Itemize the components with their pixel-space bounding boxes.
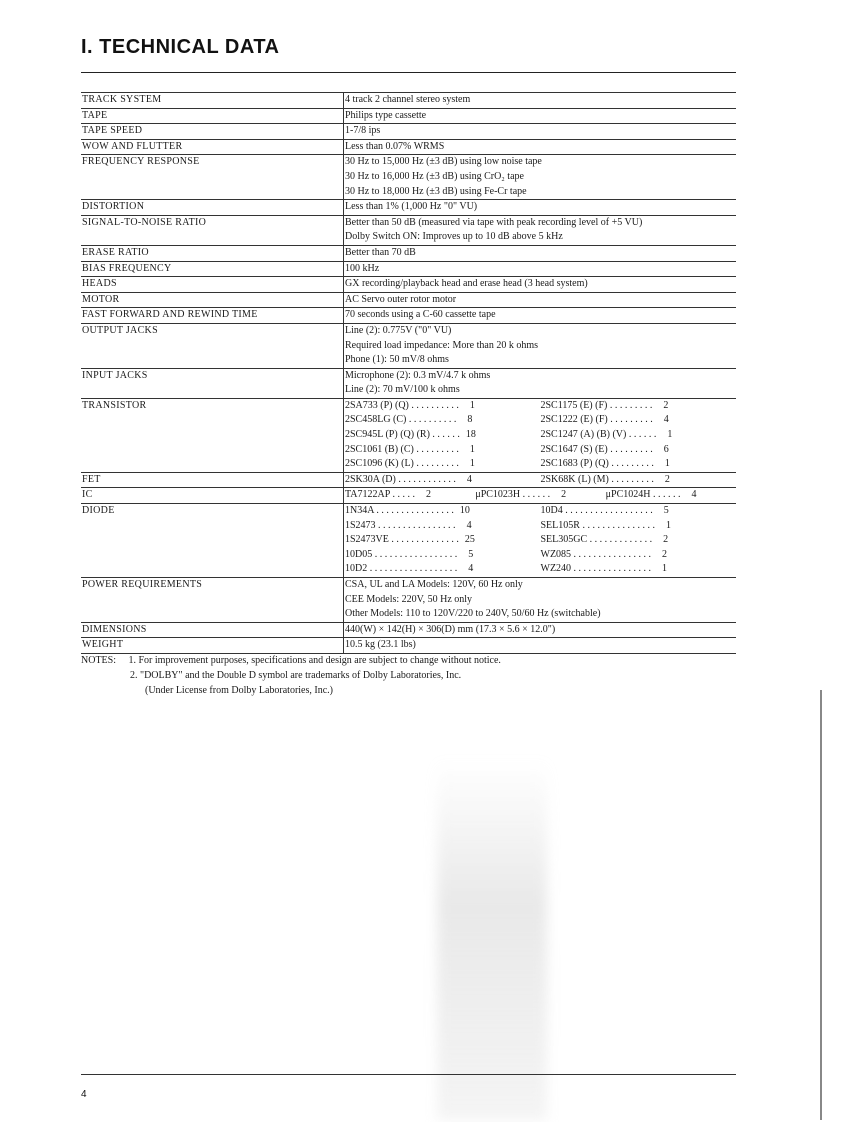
spec-value-line: 100 kHz <box>345 262 380 274</box>
spec-label: OUTPUT JACKS <box>81 324 344 368</box>
spec-value-line: Philips type cassette <box>345 109 427 121</box>
part-item <box>345 488 475 503</box>
part-name: 2SA733 (P) (Q) . . . . . . . . . . <box>345 399 459 411</box>
spec-value <box>344 308 736 323</box>
note-2-license: (Under License from Dolby Laboratories, Inc.) <box>145 685 333 696</box>
spec-row <box>81 293 736 309</box>
spec-row <box>81 140 736 156</box>
spec-value <box>344 293 736 308</box>
spec-value-line: 30 Hz to 18,000 Hz (±3 dB) using Fe-Cr tape <box>345 185 527 197</box>
spec-value-line: 70 seconds using a C-60 cassette tape <box>345 309 496 321</box>
note-1-text: 1. For improvement purposes, specifications and design are subject to change without notice. <box>128 655 501 666</box>
spec-value-line: Less than 1% (1,000 Hz "0" VU) <box>345 201 478 213</box>
spec-label: ERASE RATIO <box>81 246 344 261</box>
spec-row <box>81 200 736 216</box>
part-name: TA7122AP . . . . . <box>345 489 415 501</box>
part-qty: 18 <box>465 429 476 441</box>
part-item <box>541 519 737 534</box>
note-2: 2. "DOLBY" and the Double D symbol are trademarks of Dolby Laboratories, Inc. <box>130 670 462 681</box>
part-qty: 1 <box>667 429 673 441</box>
part-item <box>345 533 541 548</box>
spec-value-line: 10.5 kg (23.1 lbs) <box>345 639 416 651</box>
part-qty: 2 <box>662 548 668 560</box>
part-qty: 4 <box>466 519 472 531</box>
spec-value-line: Line (2): 0.775V ("0" VU) <box>345 324 452 336</box>
spec-label: BIAS FREQUENCY <box>81 262 344 277</box>
part-name: 10D05 . . . . . . . . . . . . . . . . . <box>345 548 458 560</box>
spec-value <box>344 623 736 638</box>
spec-row <box>81 324 736 369</box>
part-item <box>345 428 541 443</box>
part-qty: 8 <box>467 414 473 426</box>
spec-label: INPUT JACKS <box>81 369 344 398</box>
spec-value <box>344 473 736 488</box>
spec-label: SIGNAL-TO-NOISE RATIO <box>81 216 344 245</box>
part-qty: 5 <box>663 505 669 517</box>
part-name: 2SK68K (L) (M) . . . . . . . . . <box>540 473 654 485</box>
part-item <box>475 488 605 503</box>
part-item <box>541 399 737 414</box>
spec-value-line: Phone (1): 50 mV/8 ohms <box>345 354 449 366</box>
part-name: SEL105R . . . . . . . . . . . . . . . <box>540 519 655 531</box>
part-item <box>345 399 541 414</box>
spec-row <box>81 246 736 262</box>
part-name: WZ240 . . . . . . . . . . . . . . . . <box>540 563 652 575</box>
spec-label: FAST FORWARD AND REWIND TIME <box>81 308 344 323</box>
part-qty: 6 <box>663 443 669 455</box>
spec-label: TRANSISTOR <box>81 399 344 472</box>
spec-value <box>344 155 736 199</box>
spec-value-line: Less than 0.07% WRMS <box>345 140 445 152</box>
spec-label: DIMENSIONS <box>81 623 344 638</box>
page-title: I. TECHNICAL DATA <box>81 36 280 58</box>
part-item <box>541 457 737 472</box>
spec-value-line: 30 Hz to 15,000 Hz (±3 dB) using low noise tape <box>345 156 542 168</box>
spec-value <box>344 93 736 108</box>
spec-label: FET <box>81 473 344 488</box>
part-name: μPC1024H . . . . . . <box>605 489 681 501</box>
part-item <box>541 473 737 488</box>
part-name: 2SK30A (D) . . . . . . . . . . . . <box>345 473 456 485</box>
part-qty: 4 <box>468 563 474 575</box>
spec-value-line: Required load impedance: More than 20 k ohms <box>345 339 539 351</box>
parts-grid <box>345 399 736 472</box>
part-item <box>345 457 541 472</box>
spec-label: TAPE SPEED <box>81 124 344 139</box>
spec-row-ic <box>81 488 736 504</box>
spec-row <box>81 623 736 639</box>
part-name: 1S2473 . . . . . . . . . . . . . . . . <box>345 519 456 531</box>
spec-label: DIODE <box>81 504 344 577</box>
spec-value-line: GX recording/playback head and erase head (3 head system) <box>345 278 588 290</box>
spec-value-line: Other Models: 110 to 120V/220 to 240V, 50/60 Hz (switchable) <box>345 608 601 620</box>
part-item <box>345 562 541 577</box>
part-name: 2SC458LG (C) . . . . . . . . . . <box>345 414 457 426</box>
part-name: 10D4 . . . . . . . . . . . . . . . . . . <box>540 505 653 517</box>
part-name: 1S2473VE . . . . . . . . . . . . . . <box>345 534 459 546</box>
parts-grid <box>345 488 736 503</box>
part-qty: 2 <box>663 399 669 411</box>
part-item <box>541 428 737 443</box>
part-name: 2SC1061 (B) (C) . . . . . . . . . <box>345 443 459 455</box>
part-name: 2SC1175 (E) (F) . . . . . . . . . <box>540 399 653 411</box>
part-qty: 10 <box>459 505 470 517</box>
notes-lead: NOTES: <box>81 655 116 666</box>
spec-label: MOTOR <box>81 293 344 308</box>
part-item <box>541 504 737 519</box>
part-qty: 4 <box>691 489 697 501</box>
part-item <box>345 413 541 428</box>
spec-row <box>81 369 736 399</box>
parts-grid <box>345 504 736 577</box>
part-qty: 1 <box>665 519 671 531</box>
spec-value-line: Microphone (2): 0.3 mV/4.7 k ohms <box>345 369 491 381</box>
part-name: 2SC1647 (S) (E) . . . . . . . . . <box>540 443 653 455</box>
scan-edge <box>820 690 822 1120</box>
spec-value-line: CEE Models: 220V, 50 Hz only <box>345 593 473 605</box>
part-qty: 4 <box>663 414 669 426</box>
spec-value <box>344 369 736 398</box>
spec-value <box>344 638 736 653</box>
part-item <box>541 548 737 563</box>
page-number: 4 <box>81 1089 87 1100</box>
scan-smudge <box>437 760 547 1120</box>
spec-row-transistor <box>81 399 736 473</box>
part-name: 2SC945L (P) (Q) (R) . . . . . . <box>345 429 460 441</box>
spec-row <box>81 216 736 246</box>
spec-label: WOW AND FLUTTER <box>81 140 344 155</box>
spec-row <box>81 124 736 140</box>
spec-label: WEIGHT <box>81 638 344 653</box>
spec-value <box>344 399 736 472</box>
part-qty: 1 <box>662 563 668 575</box>
spec-value <box>344 488 736 503</box>
note-1 <box>81 653 501 668</box>
spec-row <box>81 109 736 125</box>
spec-label: HEADS <box>81 277 344 292</box>
part-name: μPC1023H . . . . . . <box>475 489 551 501</box>
spec-row <box>81 277 736 293</box>
title-rule <box>81 72 736 73</box>
part-qty: 5 <box>468 548 474 560</box>
part-qty: 2 <box>561 489 567 501</box>
spec-value-line: AC Servo outer rotor motor <box>345 293 457 305</box>
spec-row <box>81 92 736 109</box>
spec-value <box>344 246 736 261</box>
part-name: 10D2 . . . . . . . . . . . . . . . . . . <box>345 563 458 575</box>
part-item <box>345 519 541 534</box>
part-name: 1N34A . . . . . . . . . . . . . . . . <box>345 505 454 517</box>
part-qty: 1 <box>469 458 475 470</box>
part-qty: 2 <box>663 534 669 546</box>
part-name: WZ085 . . . . . . . . . . . . . . . . <box>540 548 652 560</box>
spec-label: POWER REQUIREMENTS <box>81 578 344 622</box>
part-item <box>541 413 737 428</box>
part-item <box>541 533 737 548</box>
part-name: SEL305GC . . . . . . . . . . . . . <box>540 534 653 546</box>
part-qty: 4 <box>466 473 472 485</box>
spec-value-line: 4 track 2 channel stereo system <box>345 94 471 105</box>
spec-label: FREQUENCY RESPONSE <box>81 155 344 199</box>
spec-value-line: Better than 70 dB <box>345 246 416 258</box>
part-qty: 1 <box>664 458 670 470</box>
spec-label: IC <box>81 488 344 503</box>
spec-label: TAPE <box>81 109 344 124</box>
spec-label: DISTORTION <box>81 200 344 215</box>
part-qty: 2 <box>664 473 670 485</box>
part-qty: 1 <box>469 443 475 455</box>
spec-label: TRACK SYSTEM <box>81 93 344 108</box>
part-name: 2SC1222 (E) (F) . . . . . . . . . <box>540 414 653 426</box>
spec-row-diode <box>81 504 736 578</box>
spec-row <box>81 308 736 324</box>
part-name: 2SC1247 (A) (B) (V) . . . . . . <box>540 429 657 441</box>
notes <box>81 653 501 698</box>
part-item <box>345 548 541 563</box>
part-item <box>541 562 737 577</box>
spec-value <box>344 324 736 368</box>
spec-value-line: Dolby Switch ON: Improves up to 10 dB above 5 kHz <box>345 231 563 243</box>
spec-value <box>344 504 736 577</box>
spec-value <box>344 578 736 622</box>
spec-value <box>344 140 736 155</box>
part-name: 2SC1096 (K) (L) . . . . . . . . . <box>345 458 459 470</box>
spec-value <box>344 277 736 292</box>
part-item <box>345 473 541 488</box>
bottom-rule <box>81 1074 736 1075</box>
spec-row <box>81 262 736 278</box>
spec-value <box>344 262 736 277</box>
spec-value-line: 30 Hz to 16,000 Hz (±3 dB) using CrO₂ tape <box>345 170 524 182</box>
part-item <box>606 488 736 503</box>
parts-grid <box>345 473 736 488</box>
spec-row <box>81 638 736 654</box>
part-qty: 1 <box>469 399 475 411</box>
spec-row <box>81 155 736 200</box>
spec-row-fet <box>81 473 736 489</box>
spec-value-line: Better than 50 dB (measured via tape with peak recording level of +5 VU) <box>345 216 643 228</box>
spec-value-line: 440(W) × 142(H) × 306(D) mm (17.3 × 5.6 × 12.0") <box>345 623 556 635</box>
part-item <box>345 443 541 458</box>
spec-value <box>344 109 736 124</box>
spec-value <box>344 216 736 245</box>
spec-value-line: Line (2): 70 mV/100 k ohms <box>345 384 460 396</box>
spec-value <box>344 200 736 215</box>
spec-value-line: CSA, UL and LA Models: 120V, 60 Hz only <box>345 579 523 590</box>
part-item <box>541 443 737 458</box>
part-name: 2SC1683 (P) (Q) . . . . . . . . . <box>540 458 654 470</box>
part-qty: 25 <box>464 534 475 546</box>
spec-row <box>81 578 736 623</box>
spec-value-line: 1-7/8 ips <box>345 125 381 137</box>
part-item <box>345 504 541 519</box>
spec-value <box>344 124 736 139</box>
spec-table <box>81 92 736 654</box>
part-qty: 2 <box>425 489 431 501</box>
